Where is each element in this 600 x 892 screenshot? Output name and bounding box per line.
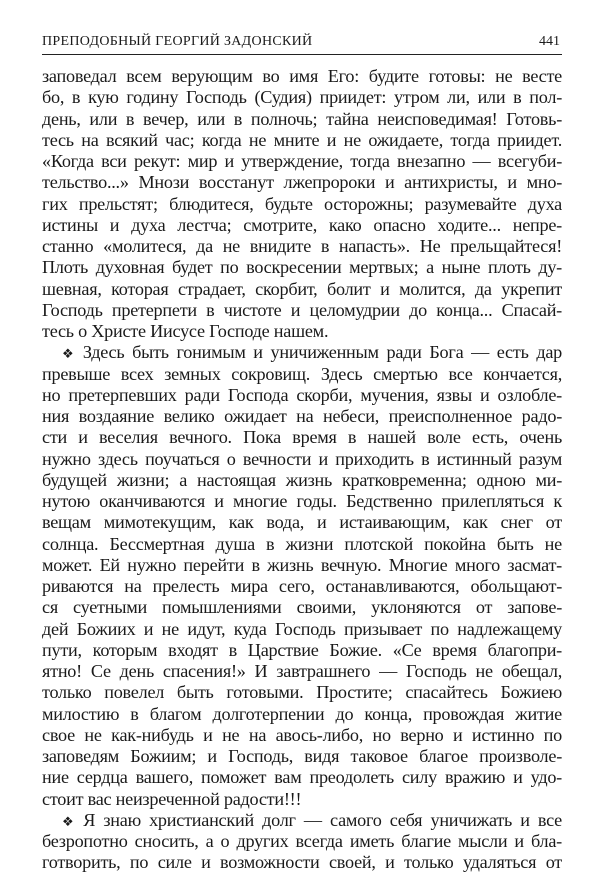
line-text: но претерпевших ради Господа скорби, мучения, язвы и озлобле- bbox=[42, 384, 562, 405]
line-text: «Когда вси рекут: мир и утверждение, тогда внезапно — всегуби- bbox=[42, 151, 562, 171]
line-text: Господь претерпети в чистоте и целомудрии до конца... Спасай- bbox=[42, 299, 562, 320]
ornament-icon: ❖ bbox=[62, 813, 78, 829]
text-line bbox=[42, 406, 562, 427]
text-line bbox=[42, 725, 562, 746]
text-line bbox=[42, 512, 562, 533]
text-line bbox=[42, 534, 562, 555]
text-line bbox=[42, 470, 562, 491]
text-line bbox=[42, 449, 562, 470]
text-line bbox=[42, 555, 562, 576]
line-text: готворить, по силе и возможности своей, и только удаляться от bbox=[42, 852, 562, 873]
running-header bbox=[42, 32, 562, 55]
paragraph bbox=[42, 810, 562, 874]
line-text: стоит вас неизреченной радости!!! bbox=[42, 788, 302, 809]
paragraph bbox=[42, 66, 562, 342]
line-text: ятно! Се день спасения!» И завтрашнего — Господь не обещал, bbox=[42, 661, 562, 681]
text-line bbox=[42, 810, 562, 831]
line-text: Здесь быть гонимым и уничиженным ради Бога — есть дар bbox=[82, 342, 563, 363]
line-text: будущей жизни; а настоящая жизнь кратковременна; одною ми- bbox=[42, 469, 562, 490]
text-line bbox=[42, 342, 562, 363]
text-line bbox=[42, 576, 562, 597]
line-text: превыше всех земных сокровищ. Здесь смертью все кончается, bbox=[42, 363, 562, 384]
text-line bbox=[42, 491, 562, 512]
text-line bbox=[42, 194, 562, 215]
text-line bbox=[42, 704, 562, 725]
line-text: Плоть духовная будет по воскресении мертвых; а ныне плоть ду- bbox=[42, 257, 562, 278]
text-line bbox=[42, 172, 562, 193]
line-text: шевная, которая страдает, скорбит, болит и молится, да укрепит bbox=[42, 278, 562, 299]
line-text: день, или в вечер, или в полночь; тайна неисповедимая! Готовь- bbox=[42, 108, 562, 129]
line-text: ся суетными помышлениями своими, уклоняются от запове- bbox=[42, 597, 562, 618]
line-text: дей Божиих и не идут, куда Господь призывает по надлежащему bbox=[42, 618, 562, 639]
line-text: Я знаю христианский долг — самого себя уничижать и все bbox=[83, 809, 562, 830]
line-text: нужно здесь поучаться о вечности и приходить в истинный разум bbox=[42, 448, 562, 469]
line-text: ние сердца вашего, поможет вам преодолеть силу вражию и удо- bbox=[42, 767, 562, 788]
text-line bbox=[42, 300, 562, 321]
text-line bbox=[42, 109, 562, 130]
line-text: пути, которым входят в Царствие Божие. «Се время благопри- bbox=[42, 639, 562, 660]
line-text: только повелел быть готовыми. Простите; спасайтесь Божиею bbox=[42, 682, 562, 703]
line-text: может. Ей нужно перейти в жизнь вечную. Многие много засмат- bbox=[42, 554, 562, 575]
text-line bbox=[42, 385, 562, 406]
text-line bbox=[42, 87, 562, 108]
text-line bbox=[42, 831, 562, 852]
text-line bbox=[42, 215, 562, 236]
line-text: солнца. Бессмертная душа в жизни плотской покойна быть не bbox=[42, 533, 562, 554]
text-line bbox=[42, 427, 562, 448]
line-text: свое не как-нибудь и не на авось-либо, но верно и истинно по bbox=[42, 724, 562, 745]
text-line bbox=[42, 597, 562, 618]
text-line bbox=[42, 279, 562, 300]
text-line bbox=[42, 789, 562, 810]
paragraph bbox=[42, 342, 562, 810]
text-line bbox=[42, 746, 562, 767]
line-text: вещам мимотекущим, как вода, и истаивающим, как снег от bbox=[42, 512, 562, 533]
text-line bbox=[42, 236, 562, 257]
text-line bbox=[42, 619, 562, 640]
ornament-icon: ❖ bbox=[62, 346, 77, 362]
line-text: станно «молитеся, да не внидите в напасть». Не прельщайтеся! bbox=[42, 236, 562, 256]
line-text: гих прельстят; блюдитеся, будьте осторожны; разумевайте духа bbox=[42, 193, 562, 214]
text-line bbox=[42, 661, 562, 682]
line-text: милостию в благом долготерпении до конца, провождая житие bbox=[42, 703, 562, 724]
line-text: нутою оканчиваются и многие годы. Бедственно прилепляться к bbox=[42, 491, 562, 511]
text-line bbox=[42, 66, 562, 87]
text-line bbox=[42, 640, 562, 661]
line-text: сти и веселия вечного. Пока время в нашей воле есть, очень bbox=[42, 427, 562, 448]
line-text: заповедал всем верующим во имя Его: будите готовы: не весте bbox=[42, 66, 562, 86]
text-line bbox=[42, 257, 562, 278]
line-text: истины и духа лестча; смотрите, како опасно ходите... непре- bbox=[42, 214, 562, 235]
text-line bbox=[42, 767, 562, 788]
running-title: ПРЕПОДОБНЫЙ ГЕОРГИЙ ЗАДОНСКИЙ bbox=[42, 34, 313, 49]
line-text: тельство...» Мнози восстанут лжепророки и антихристы, и мно- bbox=[42, 172, 562, 193]
page-body-text bbox=[42, 66, 562, 874]
line-text: бо, в кую годину Господь (Судия) приидет: утром ли, или в пол- bbox=[42, 87, 562, 108]
text-line bbox=[42, 852, 562, 873]
line-text: риваются на прелесть мира сего, останавливаются, обольщают- bbox=[42, 576, 562, 596]
text-line bbox=[42, 151, 562, 172]
line-text: тесь на всякий час; когда не мните и не ожидаете, тогда приидет. bbox=[42, 129, 562, 150]
line-text: тесь о Христе Иисусе Господе нашем. bbox=[42, 321, 329, 341]
text-line bbox=[42, 321, 562, 342]
text-line bbox=[42, 682, 562, 703]
line-text: безропотно сносить, а о других всегда иметь благие мысли и бла- bbox=[42, 831, 562, 851]
text-line bbox=[42, 130, 562, 151]
page-number: 441 bbox=[539, 34, 560, 49]
text-line bbox=[42, 364, 562, 385]
line-text: ния воздаяние велико ожидает на небеси, преисполненное радо- bbox=[42, 406, 562, 426]
line-text: заповедям Божиим; и Господь, видя таковое благое произволе- bbox=[42, 746, 562, 766]
